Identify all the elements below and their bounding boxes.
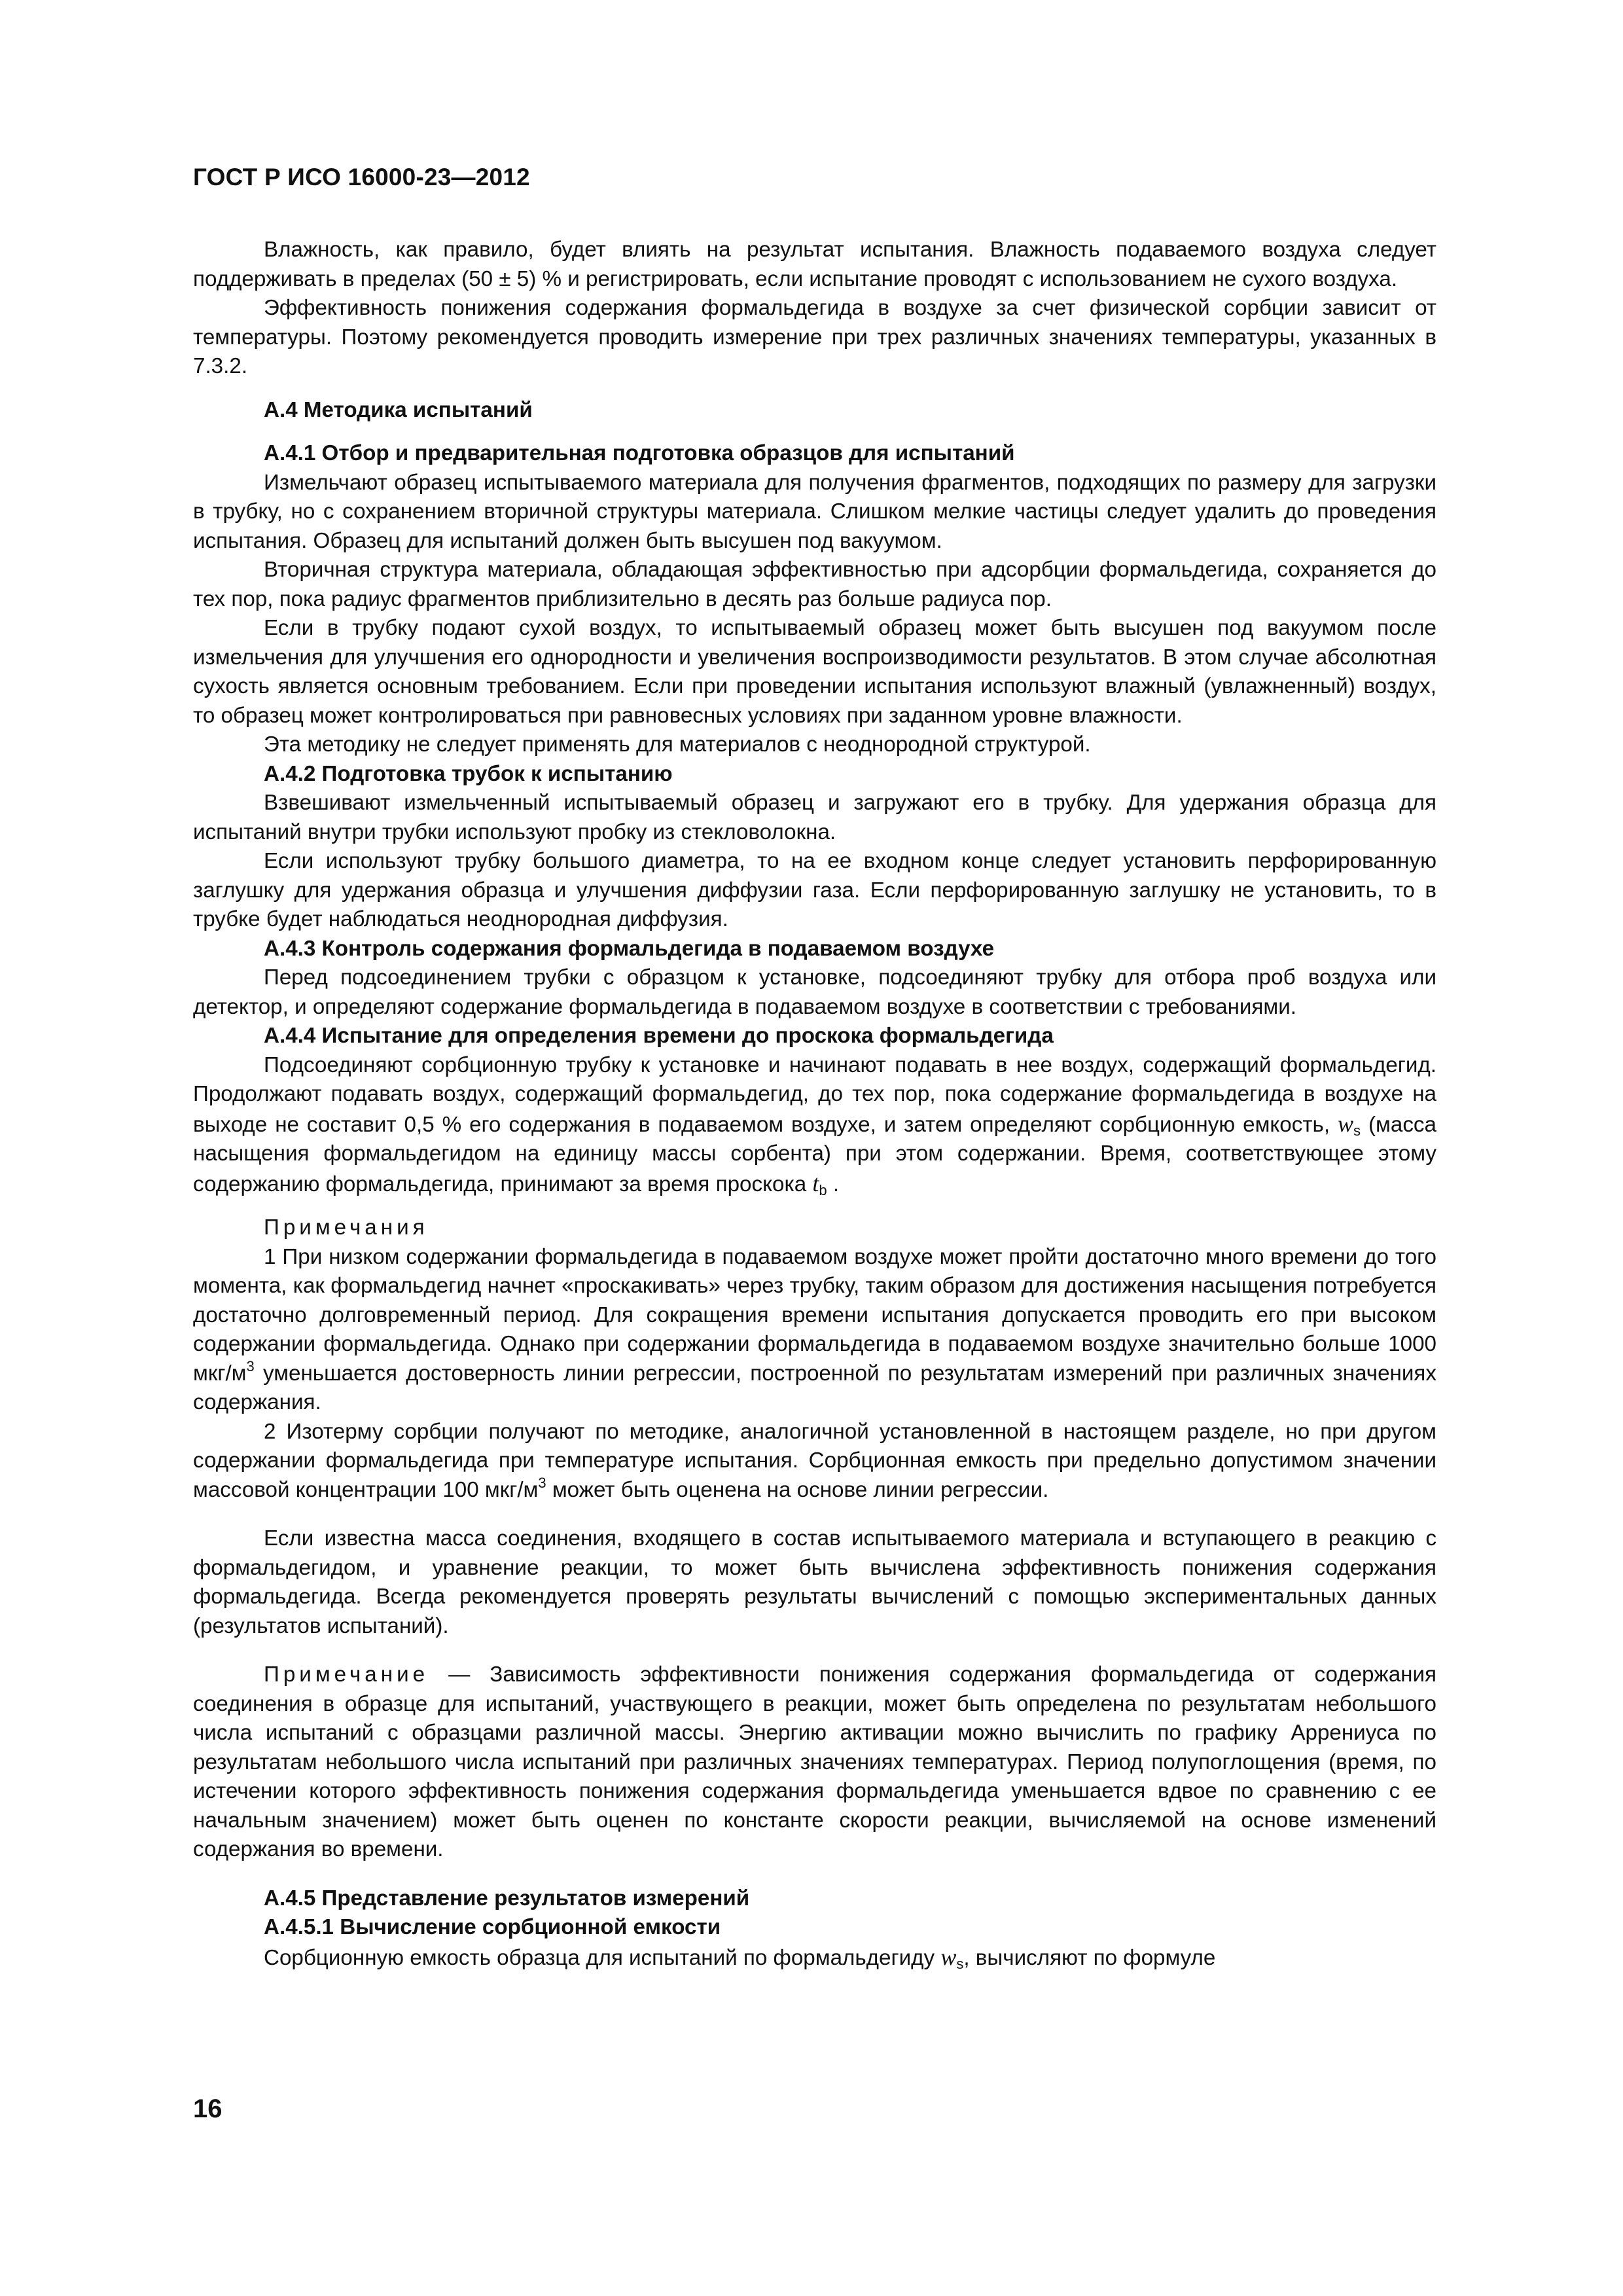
document-page — [193, 164, 1436, 2193]
note-label: Примечание — [264, 1662, 429, 1687]
paragraph-humidity: Влажность, как правило, будет влиять на результат испытания. Влажность подаваемого воздуха следует поддерживать в пределах (50 ± 5) % и регистрировать, если испытание проводят с использованием не сухого воздуха. — [193, 238, 1436, 291]
heading-a42: А.4.2 Подготовка трубок к испытанию — [264, 761, 673, 786]
paragraph-dry-air: Если в трубку подают сухой воздух, то испытываемый образец может быть высушен под вакуумом после измельчения для улучшения его однородности и увеличения воспроизводимости результатов. В этом случае абсолютная сухость является основным требованием. Если при проведении испытания используют влажный (увлажненный) воздух, то образец может контролироваться при равновесных условиях при заданном уровне влажности. — [193, 616, 1436, 728]
heading-a41: А.4.1 Отбор и предварительная подготовка образцов для испытаний — [264, 441, 1015, 465]
paragraph-sorption-formula: Сорбционную емкость образца для испытаний по формальдегиду $w_s$, вычисляют по формуле — [264, 1943, 1216, 1972]
breakthrough-text-b: (масса насыщения формальдегидом на единицу массы сорбента) при этом содержании. Время, соответствующее этому содержанию формальдегида, принимают за время проскока — [193, 1112, 1436, 1196]
note-activation: Примечание — Зависимость эффективности понижения содержания формальдегида от содержания соединения в образце для испытаний, участвующего в реакции, может быть определена по результатам небольшого числа испытаний с образцами различной массы. Энергию активации можно вычислить по графику Аррениуса по результатам небольшого числа испытаний при различных значениях температурах. Период полупоглощения (время, по истечении которого эффективность понижения содержания формальдегида уменьшается вдвое по сравнению с ее начальным значением) может быть оценен по константе скорости реакции, вычисляемой на основе изменений содержания во времени. — [193, 1662, 1436, 1861]
heading-a43: А.4.3 Контроль содержания формальдегида в подаваемом воздухе — [264, 936, 995, 961]
paragraph-efficiency: Эффективность понижения содержания формальдегида в воздухе за счет физической сорбции зависит от температуры. Поэтому рекомендуется проводить измерение при трех различных значениях температуры, указанных в 7.3.2. — [193, 296, 1436, 378]
paragraph-tube-loading: Взвешивают измельченный испытываемый образец и загружают его в трубку. Для удержания образца для испытаний внутри трубки используют пробку из стекловолокна. — [193, 791, 1436, 844]
breakthrough-text-a: Подсоединяют сорбционную трубку к установке и начинают подавать в нее воздух, содержащий формальдегид. Продолжают подавать воздух, содержащий формальдегид, до тех пор, пока содержание формальдегида в воздухе на выходе не составит 0,5 % его содержания в подаваемом воздухе, и затем определяют сорбционную емкость, — [193, 1052, 1436, 1137]
paragraph-method-limit: Эта методику не следует применять для материалов с неоднородной структурой. — [264, 732, 1091, 757]
heading-a44: А.4.4 Испытание для определения времени до проскока формальдегида — [264, 1024, 1054, 1048]
heading-a451: А.4.5.1 Вычисление сорбционной емкости — [264, 1915, 721, 1939]
paragraph-sample-grinding: Измельчают образец испытываемого материала для получения фрагментов, подходящих по размеру для загрузки в трубку, но с сохранением вторичной структуры материала. Слишком мелкие частицы следует удалить до проведения испытания. Образец для испытаний должен быть высушен под вакуумом. — [193, 470, 1436, 553]
note-1: 1 При низком содержании формальдегида в подаваемом воздухе может пройти достаточно много времени до того момента, как формальдегид начнет «проскакивать» через трубку, таким образом для достижения насыщения потребуется достаточно долговременный период. Для сокращения времени испытания допускается проводить его при высоком содержании формальдегида. Однако при содержании формальдегида в подаваемом воздухе значительно больше 1000 мкг/$м^3$ уменьшается достоверность линии регрессии, построенной по результатам измерений при различных значениях содержания. — [193, 1244, 1436, 1414]
var-tb: $t_b$ — [812, 1170, 827, 1198]
var-ws: $w_s$ — [1338, 1110, 1361, 1139]
heading-a4: А.4 Методика испытаний — [264, 397, 533, 422]
page-number: 16 — [193, 2094, 223, 2123]
paragraph-reaction-calc: Если известна масса соединения, входящего в состав испытываемого материала и вступающего в реакцию с формальдегидом, и уравнение реакции, то может быть вычислена эффективность понижения содержания формальдегида. Всегда рекомендуется проверять результаты вычислений с помощью экспериментальных данных (результатов испытаний). — [193, 1526, 1436, 1638]
paragraph-secondary-structure: Вторичная структура материала, обладающая эффективностью при адсорбции формальдегида, сохраняется до тех пор, пока радиус фрагментов приблизительно в десять раз больше радиуса пор. — [193, 558, 1436, 611]
notes-label: Примечания — [264, 1215, 429, 1240]
heading-a45: А.4.5 Представление результатов измерений — [264, 1886, 750, 1910]
document-header: ГОСТ Р ИСО 16000-23—2012 — [193, 164, 530, 190]
var-ws-2: $w_s$ — [940, 1943, 964, 1972]
note-2: 2 Изотерму сорбции получают по методике, аналогичной установленной в настоящем разделе, но при другом содержании формальдегида при температуре испытания. Сорбционная емкость при предельно допустимом значении массовой концентрации 100 мкг/$м^3$ может быть оценена на основе линии регрессии. — [193, 1419, 1436, 1502]
paragraph-large-tube: Если используют трубку большого диаметра, то на ее входном конце следует установить перфорированную заглушку для удержания образца и улучшения диффузии газа. Если перфорированную заглушку не установить, то в трубке будет наблюдаться неоднородная диффузия. — [193, 849, 1436, 931]
document-body — [193, 236, 1436, 1973]
paragraph-supply-control: Перед подсоединением трубки с образцом к установке, подсоединяют трубку для отбора проб воздуха или детектор, и определяют содержание формальдегида в подаваемом воздухе в соответствии с требованиями. — [193, 965, 1436, 1019]
paragraph-breakthrough: Подсоединяют сорбционную трубку к установке и начинают подавать в нее воздух, содержащий формальдегид. Продолжают подавать воздух, содержащий формальдегид, до тех пор, пока содержание формальдегида в воздухе на выходе не составит 0,5 % его содержания в подаваемом воздухе, и затем определяют сорбционную емкость, $w_s$ (масса насыщения формальдегидом на единицу массы сорбента) при этом содержании. Время, соответствующее этому содержанию формальдегида, принимают за время проскока $t_b$ . — [193, 1052, 1436, 1198]
